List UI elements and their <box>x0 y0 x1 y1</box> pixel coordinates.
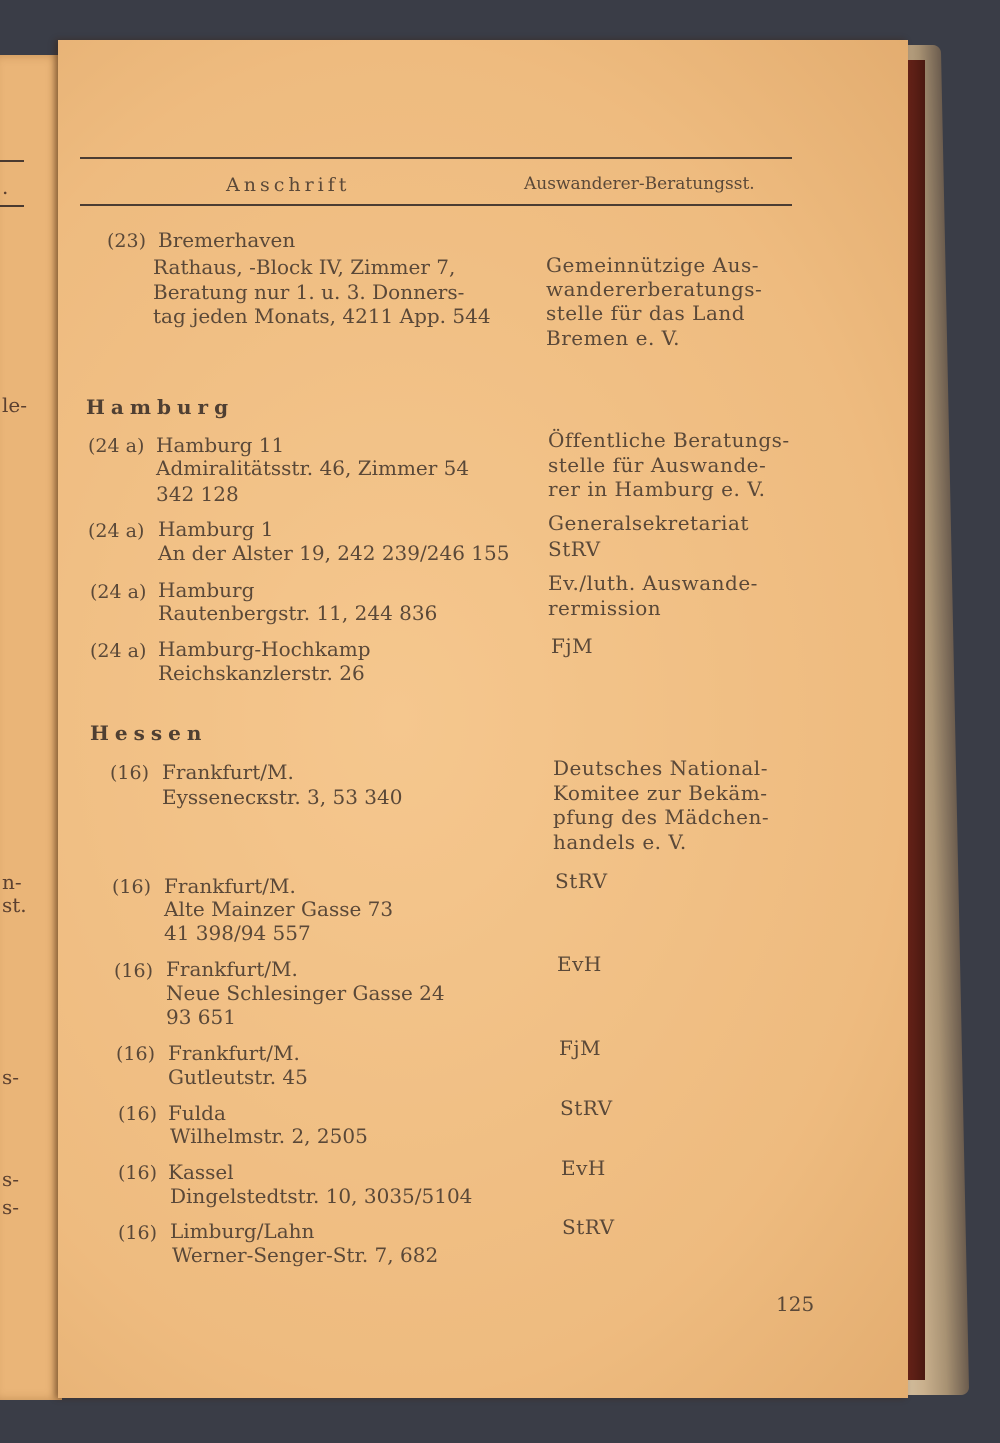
entry-address-line: 342 128 <box>156 482 239 506</box>
entry-city: Limburg/Lahn <box>170 1219 315 1243</box>
entry-address-line: Reichskanzlerstr. 26 <box>158 661 365 685</box>
entry-city: Kassel <box>168 1160 234 1184</box>
previous-page-edge <box>0 55 62 1400</box>
entry-city: Frankfurt/M. <box>166 957 298 981</box>
office-line: wandererberatungs- <box>546 277 763 301</box>
entry-address-line: Admiralitätsstr. 46, Zimmer 54 <box>156 456 470 480</box>
entry-code: (16) <box>118 1162 158 1184</box>
entry-address-line: Eyssenecкstr. 3, 53 340 <box>162 785 403 809</box>
entry-address-line: An der Alster 19, 242 239/246 155 <box>158 541 510 565</box>
left-fragment: . <box>2 175 9 199</box>
office-line: StRV <box>562 1215 615 1239</box>
entry-address-line: Alte Mainzer Gasse 73 <box>164 897 394 921</box>
office-line: pfung des Mädchen- <box>553 805 770 829</box>
office-line: rer in Hamburg e. V. <box>548 477 766 501</box>
entry-city: Bremerhaven <box>158 228 296 252</box>
page-number: 125 <box>776 1292 815 1316</box>
office-line: stelle für das Land <box>546 301 746 325</box>
header-rule-top <box>80 157 792 159</box>
entry-code: (16) <box>112 876 152 898</box>
left-fragment: n- <box>2 870 22 894</box>
column-header-office: Auswanderer-Beratungsst. <box>524 174 755 194</box>
entry-city: Hamburg 1 <box>158 517 274 541</box>
entry-city: Frankfurt/M. <box>162 760 294 784</box>
office-line: Komitee zur Bekäm- <box>553 781 768 805</box>
left-rule-top <box>0 160 24 162</box>
entry-city: Fulda <box>168 1101 226 1125</box>
entry-address-line: Werner-Senger-Str. 7, 682 <box>172 1243 439 1267</box>
entry-code: (16) <box>118 1103 158 1125</box>
entry-code: (24 a) <box>90 640 147 662</box>
office-line: Öffentliche Beratungs- <box>548 428 790 452</box>
left-fragment: st. <box>2 893 27 917</box>
left-rule-bottom <box>0 205 24 207</box>
left-fragment: s- <box>2 1195 20 1219</box>
entry-city: Hamburg-Hochkamp <box>158 637 371 661</box>
office-line: Ev./luth. Auswande- <box>548 571 758 595</box>
office-line: EvH <box>561 1156 606 1180</box>
office-line: EvH <box>557 952 602 976</box>
entry-code: (24 a) <box>88 520 145 542</box>
entry-address-line: Dingelstedtstr. 10, 3035/5104 <box>170 1184 473 1208</box>
office-line: StRV <box>548 537 601 561</box>
entry-city: Hamburg <box>158 578 255 602</box>
office-line: StRV <box>560 1096 613 1120</box>
entry-code: (23) <box>107 230 147 252</box>
section-title-hessen: Hessen <box>90 721 208 745</box>
book-page <box>58 40 908 1398</box>
entry-address-line: Gutleutstr. 45 <box>168 1065 308 1089</box>
office-line: StRV <box>555 869 608 893</box>
office-line: Generalsekretariat <box>548 511 749 535</box>
entry-address-line: 93 651 <box>166 1005 236 1029</box>
section-title-hamburg: Hamburg <box>86 395 235 419</box>
entry-code: (24 a) <box>90 581 147 603</box>
entry-address-line: tag jeden Monats, 4211 App. 544 <box>153 304 491 328</box>
left-fragment: s- <box>2 1065 20 1089</box>
column-header-address: Anschrift <box>226 174 351 196</box>
entry-city: Frankfurt/M. <box>164 874 296 898</box>
entry-code: (16) <box>110 762 150 784</box>
entry-code: (24 a) <box>88 435 145 457</box>
entry-address-line: Beratung nur 1. u. 3. Donners- <box>153 280 465 304</box>
office-line: FjM <box>559 1036 602 1060</box>
entry-code: (16) <box>116 1043 156 1065</box>
entry-address-line: Rautenbergstr. 11, 244 836 <box>158 601 438 625</box>
entry-code: (16) <box>118 1222 158 1244</box>
entry-address-line: Neue Schlesinger Gasse 24 <box>166 981 445 1005</box>
entry-address-line: Rathaus, -Block IV, Zimmer 7, <box>153 255 456 279</box>
office-line: rermission <box>548 596 662 620</box>
office-line: FjM <box>551 634 594 658</box>
left-fragment: s- <box>2 1167 20 1191</box>
office-line: Gemeinnützige Aus- <box>546 253 759 277</box>
entry-city: Frankfurt/M. <box>168 1041 300 1065</box>
entry-address-line: 41 398/94 557 <box>164 921 311 945</box>
office-line: handels e. V. <box>553 830 687 854</box>
header-rule-bottom <box>80 204 792 206</box>
left-fragment: le- <box>2 393 27 417</box>
office-line: stelle für Auswande- <box>548 453 767 477</box>
entry-address-line: Wilhelmstr. 2, 2505 <box>170 1124 368 1148</box>
entry-code: (16) <box>114 960 154 982</box>
office-line: Bremen e. V. <box>546 326 680 350</box>
entry-city: Hamburg 11 <box>156 433 285 457</box>
office-line: Deutsches National- <box>553 756 768 780</box>
